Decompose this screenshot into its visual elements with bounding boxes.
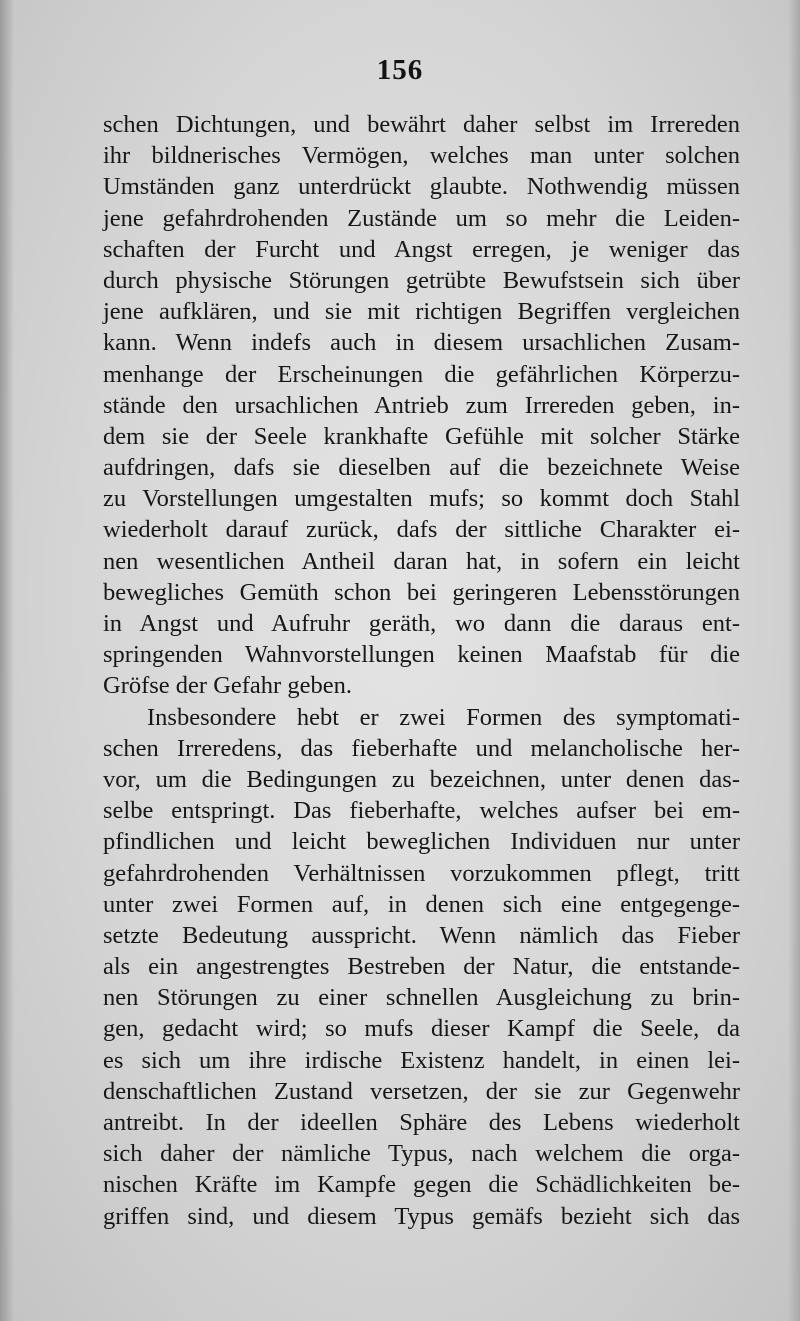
text-line: aufdringen, dafs sie dieselben auf die bezeichnete Weise bbox=[103, 454, 740, 482]
text-line: vor, um die Bedingungen zu bezeichnen, unter denen das- bbox=[103, 765, 740, 793]
text-line: gen, gedacht wird; so mufs dieser Kampf die Seele, da bbox=[103, 1015, 740, 1043]
text-line: ihr bildnerisches Vermögen, welches man unter solchen bbox=[103, 142, 740, 170]
text-line: griffen sind, und diesem Typus gemäfs bezieht sich das bbox=[103, 1202, 740, 1230]
text-line: nen Störungen zu einer schnellen Ausgleichung zu brin- bbox=[103, 984, 740, 1012]
text-line: selbe entspringt. Das fieberhafte, welches aufser bei em- bbox=[103, 797, 740, 825]
text-line: Umständen ganz unterdrückt glaubte. Nothwendig müssen bbox=[103, 173, 740, 201]
text-line: in Angst und Aufruhr geräth, wo dann die daraus ent- bbox=[103, 610, 740, 637]
text-line: bewegliches Gemüth schon bei geringeren Lebensstörungen bbox=[103, 578, 740, 606]
text-line: wiederholt darauf zurück, dafs der sittliche Charakter ei- bbox=[103, 516, 740, 544]
text-line: schen Dichtungen, und bewährt daher selbst im Irrereden bbox=[103, 111, 740, 138]
text-line: zu Vorstellungen umgestalten mufs; so kommt doch Stahl bbox=[103, 485, 740, 513]
text-line: stände den ursachlichen Antrieb zum Irrereden geben, in- bbox=[103, 391, 740, 419]
text-line: nen wesentlichen Antheil daran hat, in sofern ein leicht bbox=[103, 547, 740, 575]
text-line: antreibt. In der ideellen Sphäre des Lebens wiederholt bbox=[103, 1109, 740, 1136]
text-line: Gröfse der Gefahr geben. bbox=[103, 672, 352, 700]
text-line: unter zwei Formen auf, in denen sich eine entgegenge- bbox=[103, 890, 740, 918]
text-line: menhange der Erscheinungen die gefährlichen Körperzu- bbox=[103, 360, 740, 388]
text-line: pfindlichen und leicht beweglichen Individuen nur unter bbox=[103, 828, 740, 856]
text-line: nischen Kräfte im Kampfe gegen die Schädlichkeiten be- bbox=[103, 1171, 740, 1199]
text-line: jene aufklären, und sie mit richtigen Begriffen vergleichen bbox=[103, 298, 740, 326]
text-line: dem sie der Seele krankhafte Gefühle mit solcher Stärke bbox=[103, 422, 740, 450]
page-number: 156 bbox=[376, 54, 424, 86]
text-line: schen Irreredens, das fieberhafte und melancholische her- bbox=[103, 734, 740, 762]
text-line: Insbesondere hebt er zwei Formen des symptomati- bbox=[147, 703, 740, 731]
text-line: als ein angestrengtes Bestreben der Natur, die entstande- bbox=[103, 953, 740, 981]
text-line: setzte Bedeutung ausspricht. Wenn nämlich das Fieber bbox=[103, 921, 740, 949]
text-line: es sich um ihre irdische Existenz handelt, in einen lei- bbox=[103, 1046, 740, 1074]
text-line: springenden Wahnvorstellungen keinen Maafstab für die bbox=[103, 641, 740, 669]
body-text bbox=[103, 109, 740, 1232]
text-line: sich daher der nämliche Typus, nach welchem die orga- bbox=[103, 1140, 740, 1168]
text-line: durch physische Störungen getrübte Bewufstsein sich über bbox=[103, 266, 740, 294]
text-line: jene gefahrdrohenden Zustände um so mehr die Leiden- bbox=[103, 204, 740, 232]
text-line: schaften der Furcht und Angst erregen, je weniger das bbox=[103, 235, 740, 263]
text-line: gefahrdrohenden Verhältnissen vorzukommen pflegt, tritt bbox=[103, 859, 740, 887]
text-line: denschaftlichen Zustand versetzen, der sie zur Gegenwehr bbox=[103, 1077, 740, 1105]
text-line: kann. Wenn indefs auch in diesem ursachlichen Zusam- bbox=[103, 329, 740, 357]
